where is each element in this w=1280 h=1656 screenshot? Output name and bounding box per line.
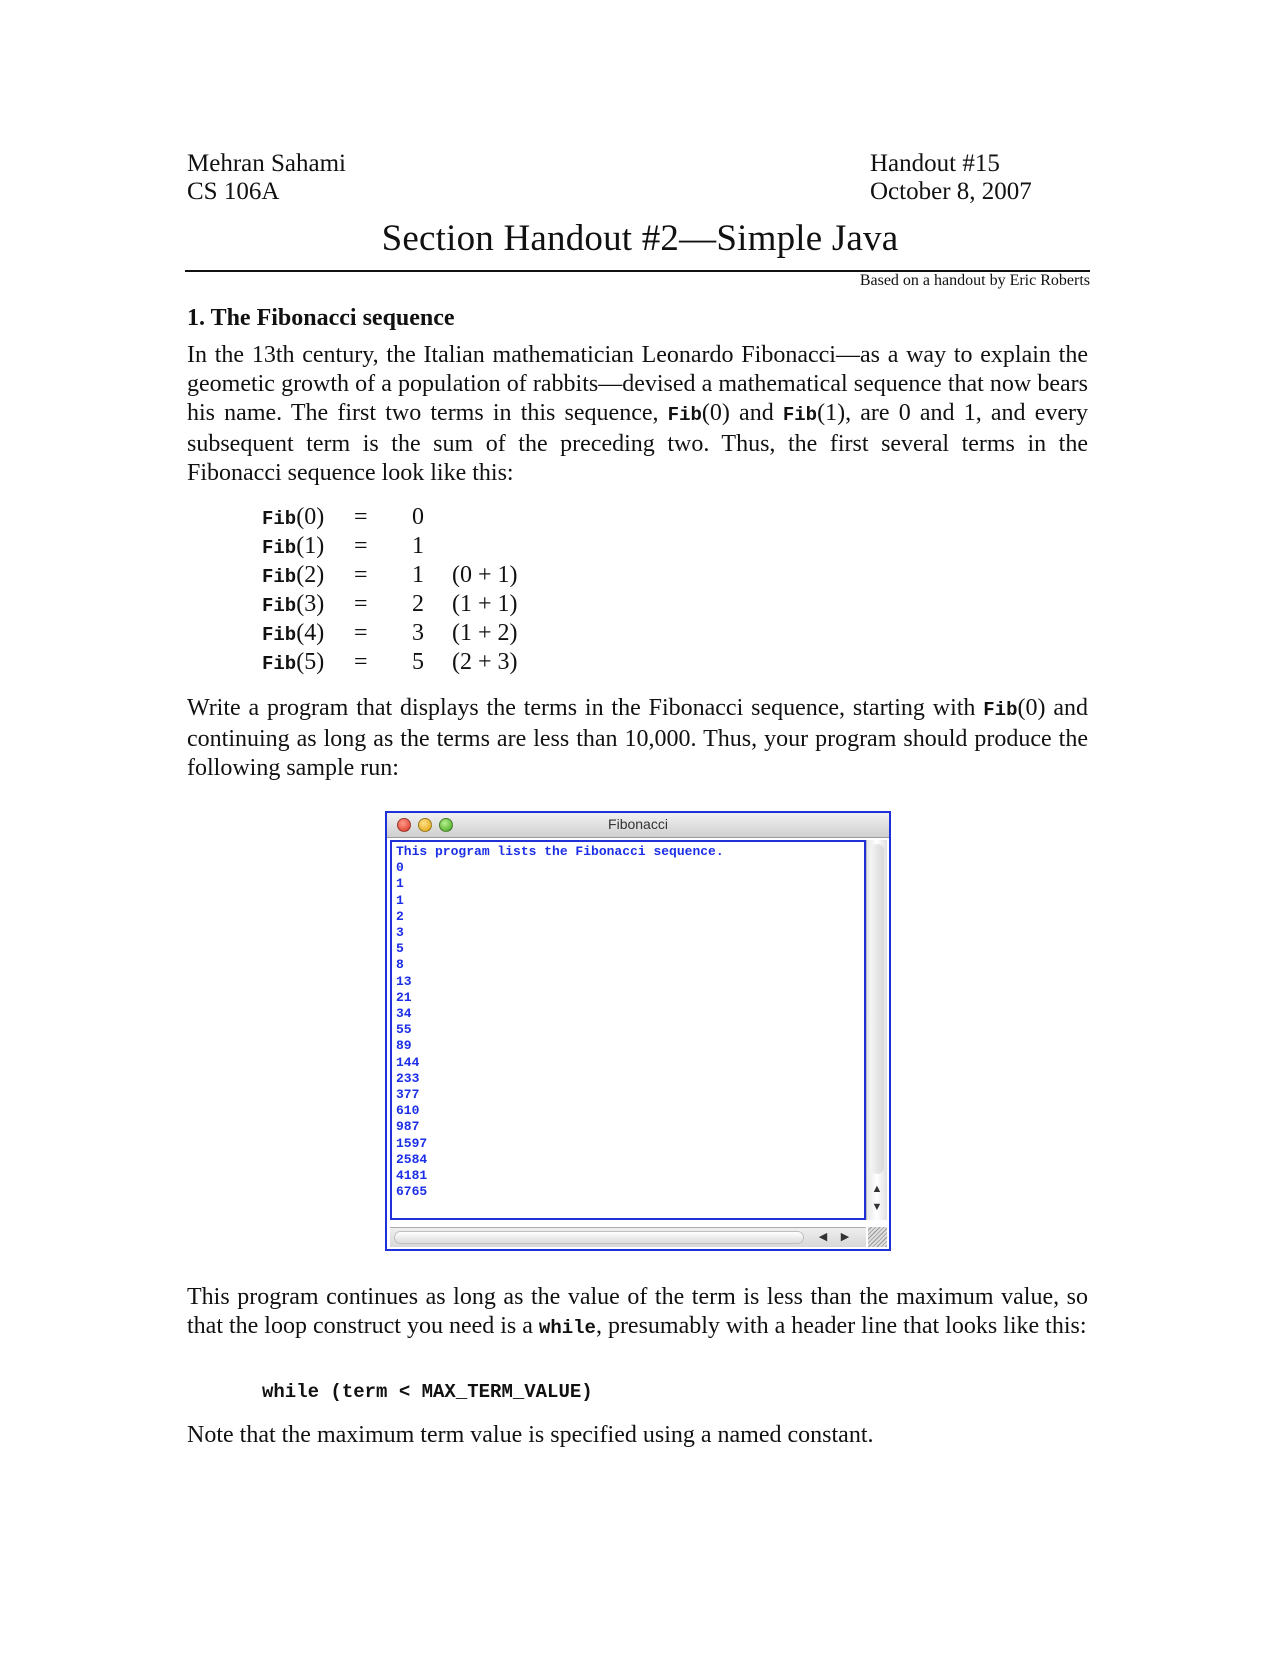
handout-number: Handout #15 xyxy=(870,150,1000,177)
loop-paragraph xyxy=(187,1283,1088,1343)
term-name: Fib(1) xyxy=(262,533,325,559)
console-output-line: 0 xyxy=(396,860,404,876)
term-name: Fib(2) xyxy=(262,562,325,588)
term-name: Fib(5) xyxy=(262,649,325,675)
console-output-line: 233 xyxy=(396,1070,420,1086)
equals-sign: = xyxy=(354,649,368,675)
table-row xyxy=(262,619,542,648)
intro-text-3: (1), are 0 and 1, and every subsequent term is the sum of the preceding two. Thus, the first several terms in the Fibonacci sequence look like this: xyxy=(187,400,1088,486)
equals-sign: = xyxy=(354,504,368,530)
table-row xyxy=(262,503,542,532)
term-value: 2 xyxy=(412,591,424,617)
term-value: 0 xyxy=(412,504,424,530)
fibonacci-terms-table xyxy=(262,503,542,677)
table-row xyxy=(262,561,542,590)
scroll-right-arrow-icon[interactable]: ▶ xyxy=(840,1231,850,1243)
task-text-1: Write a program that displays the terms in the Fibonacci sequence, starting with xyxy=(187,695,984,721)
intro-code-1: Fib xyxy=(667,404,702,426)
console-output[interactable] xyxy=(390,840,866,1220)
page-title: Section Handout #2—Simple Java xyxy=(381,218,899,259)
console-output-line: 21 xyxy=(396,989,412,1005)
console-output-line: 1 xyxy=(396,876,404,892)
console-output-line: 34 xyxy=(396,1006,412,1022)
task-code-1: Fib xyxy=(983,699,1018,721)
term-explanation: (0 + 1) xyxy=(452,562,518,588)
while-header-code: while (term < MAX_TERM_VALUE) xyxy=(262,1381,593,1403)
console-intro-line: This program lists the Fibonacci sequence. xyxy=(396,844,724,859)
console-output-line: 55 xyxy=(396,1022,412,1038)
scroll-left-arrow-icon[interactable]: ◀ xyxy=(818,1231,828,1243)
loop-text-2: , presumably with a header line that looks like this: xyxy=(595,1313,1087,1339)
section-heading: 1. The Fibonacci sequence xyxy=(187,305,455,331)
term-name: Fib(4) xyxy=(262,620,325,646)
console-output-line: 2 xyxy=(396,908,404,924)
console-output-line: 144 xyxy=(396,1054,420,1070)
term-explanation: (1 + 1) xyxy=(452,591,518,617)
intro-text-1: In the 13th century, the Italian mathematician Leonardo Fibonacci—as a way to explain the geometic growth of a population of rabbits—devised a mathematical sequence that now bears his name. The first two terms in this sequence, xyxy=(187,342,1088,426)
console-output-line: 610 xyxy=(396,1103,420,1119)
table-row xyxy=(262,532,542,561)
equals-sign: = xyxy=(354,591,368,617)
term-value: 5 xyxy=(412,649,424,675)
horizontal-scrollbar[interactable] xyxy=(390,1227,866,1247)
header-left xyxy=(187,150,346,206)
course-name: CS 106A xyxy=(187,178,280,205)
window-title: Fibonacci xyxy=(608,816,668,832)
console-output-line: 13 xyxy=(396,973,412,989)
console-output-line: 3 xyxy=(396,925,404,941)
intro-code-2: Fib xyxy=(782,404,818,426)
console-output-line: 8 xyxy=(396,957,404,973)
console-output-line: 987 xyxy=(396,1119,420,1135)
term-explanation xyxy=(452,532,542,561)
console-output-line: 377 xyxy=(396,1087,420,1103)
credit-line: Based on a handout by Eric Roberts xyxy=(859,272,1090,289)
term-explanation xyxy=(452,503,542,532)
scroll-up-arrow-icon[interactable]: ▲ xyxy=(871,1183,883,1195)
equals-sign: = xyxy=(354,533,368,559)
console-output-line: 1 xyxy=(396,892,404,908)
fibonacci-window xyxy=(385,811,891,1251)
term-value: 3 xyxy=(412,620,424,646)
resize-grip-icon[interactable] xyxy=(868,1227,887,1247)
loop-text-1: This program continues as long as the value of the term is less than the maximum value, so that the loop construct you need is a xyxy=(187,1284,1088,1339)
term-value: 1 xyxy=(412,533,424,559)
console-output-line: 4181 xyxy=(396,1168,428,1184)
console-output-line: 2584 xyxy=(396,1151,428,1167)
console-output-line: 89 xyxy=(396,1038,412,1054)
vertical-scroll-track[interactable] xyxy=(870,844,884,1174)
author-name: Mehran Sahami xyxy=(187,150,346,177)
term-explanation: (1 + 2) xyxy=(452,620,518,646)
term-name: Fib(3) xyxy=(262,591,325,617)
task-paragraph xyxy=(187,694,1088,783)
horizontal-scroll-track[interactable] xyxy=(394,1231,804,1244)
console-output-line: 1597 xyxy=(396,1135,428,1151)
window-titlebar[interactable] xyxy=(387,813,889,838)
console-output-line: 6765 xyxy=(396,1184,428,1200)
loop-code-1: while xyxy=(538,1317,596,1339)
vertical-scrollbar[interactable] xyxy=(866,840,887,1220)
header-right xyxy=(870,150,1032,206)
intro-paragraph xyxy=(187,341,1088,488)
table-row xyxy=(262,590,542,619)
handout-date: October 8, 2007 xyxy=(870,178,1032,205)
equals-sign: = xyxy=(354,562,368,588)
note-paragraph: Note that the maximum term value is specified using a named constant. xyxy=(187,1422,874,1448)
console-output-line: 5 xyxy=(396,941,404,957)
table-row xyxy=(262,648,542,677)
term-name: Fib(0) xyxy=(262,504,325,530)
equals-sign: = xyxy=(354,620,368,646)
term-explanation: (2 + 3) xyxy=(452,649,518,675)
intro-text-2: (0) and xyxy=(701,400,783,426)
term-value: 1 xyxy=(412,562,424,588)
scroll-down-arrow-icon[interactable]: ▼ xyxy=(871,1201,883,1213)
task-text-2: (0) and continuing as long as the terms are less than 10,000. Thus, your program should produce the following sample run: xyxy=(187,695,1088,781)
